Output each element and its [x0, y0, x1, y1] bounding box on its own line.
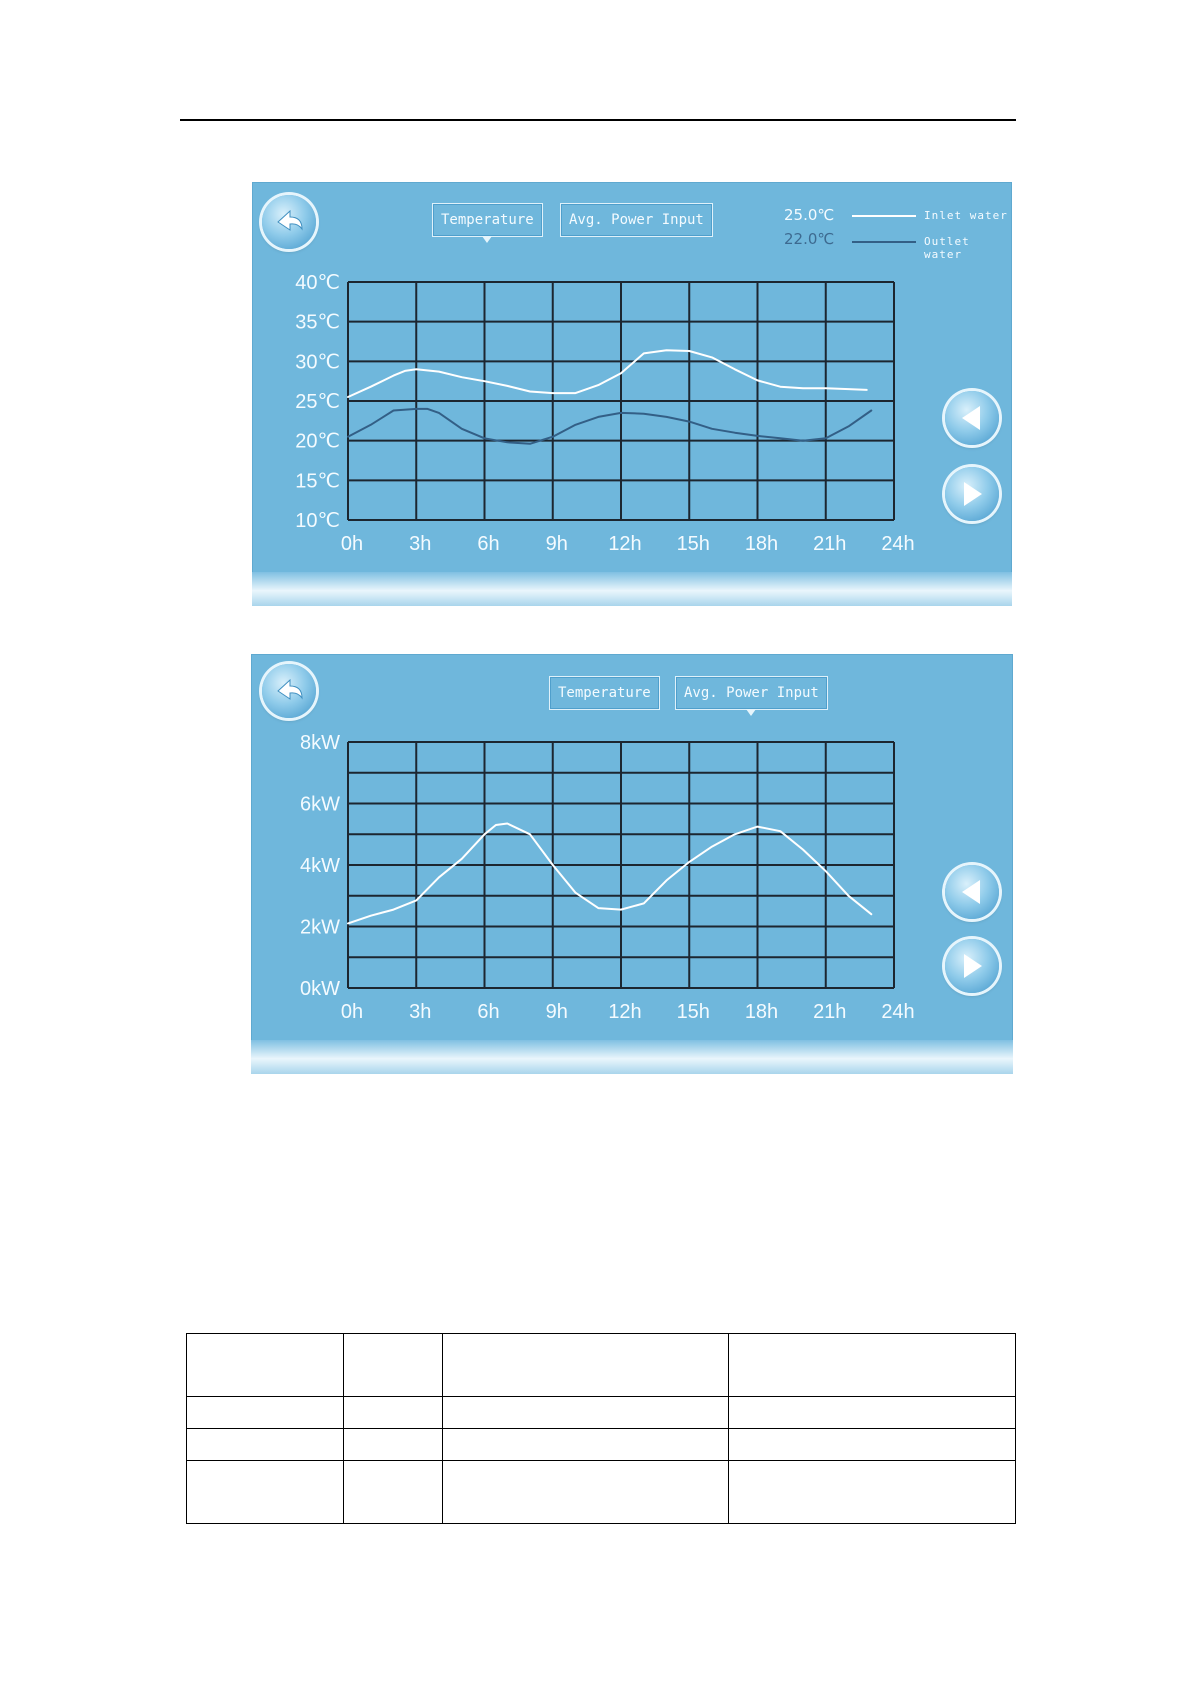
- table-cell: [729, 1334, 1016, 1397]
- table-cell: [187, 1461, 344, 1524]
- x-tick-label: 6h: [477, 1001, 500, 1023]
- y-tick-label: 10℃: [295, 510, 340, 532]
- y-tick-label: 35℃: [295, 311, 340, 334]
- temperature-screen: [252, 182, 1012, 606]
- table-cell: [443, 1429, 729, 1461]
- y-tick-label: 25℃: [295, 391, 340, 413]
- next-button[interactable]: [945, 467, 999, 521]
- power-screen: [251, 654, 1013, 1074]
- outlet-name: Outlet water: [924, 235, 970, 261]
- x-tick-label: 18h: [744, 533, 779, 555]
- table-cell: [187, 1429, 344, 1461]
- grid: [348, 742, 894, 988]
- y-tick-label: 4kW: [300, 855, 340, 877]
- triangle-left-icon: [945, 865, 999, 919]
- y-tick-label: 0kW: [300, 978, 340, 1000]
- x-tick-label: 24h: [881, 533, 915, 555]
- table-cell: [443, 1334, 729, 1397]
- bottom-band: [251, 1040, 1013, 1074]
- y-tick-label: 2kW: [300, 916, 340, 939]
- series-line: [348, 824, 871, 924]
- temperature-chart: [252, 182, 1012, 606]
- x-tick-label: 15h: [676, 533, 710, 555]
- table-cell: [729, 1461, 1016, 1524]
- table-cell: [187, 1334, 344, 1397]
- x-tick-label: 3h: [409, 533, 432, 555]
- empty-table: [186, 1333, 1016, 1524]
- table-cell: [344, 1334, 443, 1397]
- table-cell: [729, 1429, 1016, 1461]
- triangle-right-icon: [945, 939, 999, 993]
- tab-temperature-label: Temperature: [441, 212, 534, 228]
- x-tick-label: 24h: [881, 1001, 915, 1023]
- x-tick-label: 21h: [813, 1001, 847, 1023]
- y-tick-label: 6kW: [300, 793, 340, 816]
- x-tick-label: 21h: [813, 533, 847, 555]
- tab-power-label: Avg. Power Input: [684, 685, 819, 701]
- table-cell: [344, 1461, 443, 1524]
- grid: [348, 282, 894, 520]
- y-tick-label: 8kW: [300, 732, 340, 754]
- table-cell: [344, 1429, 443, 1461]
- table-cell: [187, 1397, 344, 1429]
- x-tick-label: 15h: [676, 1001, 710, 1023]
- table-cell: [729, 1397, 1016, 1429]
- x-tick-label: 18h: [744, 1001, 779, 1023]
- tab-temperature-label: Temperature: [558, 685, 651, 701]
- x-tick-label: 9h: [545, 1001, 568, 1023]
- table-cell: [344, 1397, 443, 1429]
- inlet-name: Inlet water: [924, 209, 1008, 222]
- triangle-right-icon: [945, 467, 999, 521]
- y-tick-label: 15℃: [295, 470, 340, 493]
- x-tick-label: 6h: [477, 533, 500, 555]
- x-tick-label: 12h: [608, 1001, 642, 1023]
- tab-power-label: Avg. Power Input: [569, 212, 704, 228]
- x-tick-label: 0h: [340, 533, 364, 555]
- y-tick-label: 30℃: [295, 351, 340, 374]
- prev-button[interactable]: [945, 865, 999, 919]
- outlet-value: 22.0℃: [784, 230, 835, 248]
- y-tick-label: 20℃: [295, 430, 340, 453]
- prev-button[interactable]: [945, 391, 999, 445]
- table-cell: [443, 1461, 729, 1524]
- x-tick-label: 3h: [409, 1001, 432, 1023]
- x-tick-label: 9h: [545, 533, 568, 555]
- bottom-band: [252, 572, 1012, 606]
- series-line: [348, 409, 871, 444]
- inlet-value: 25.0℃: [784, 206, 835, 224]
- table-cell: [443, 1397, 729, 1429]
- series-line: [348, 350, 867, 397]
- y-tick-label: 40℃: [295, 272, 340, 294]
- power-chart: [251, 654, 1013, 1074]
- header-rule: [180, 119, 1016, 121]
- next-button[interactable]: [945, 939, 999, 993]
- x-tick-label: 12h: [608, 533, 642, 555]
- x-tick-label: 0h: [340, 1001, 364, 1023]
- triangle-left-icon: [945, 391, 999, 445]
